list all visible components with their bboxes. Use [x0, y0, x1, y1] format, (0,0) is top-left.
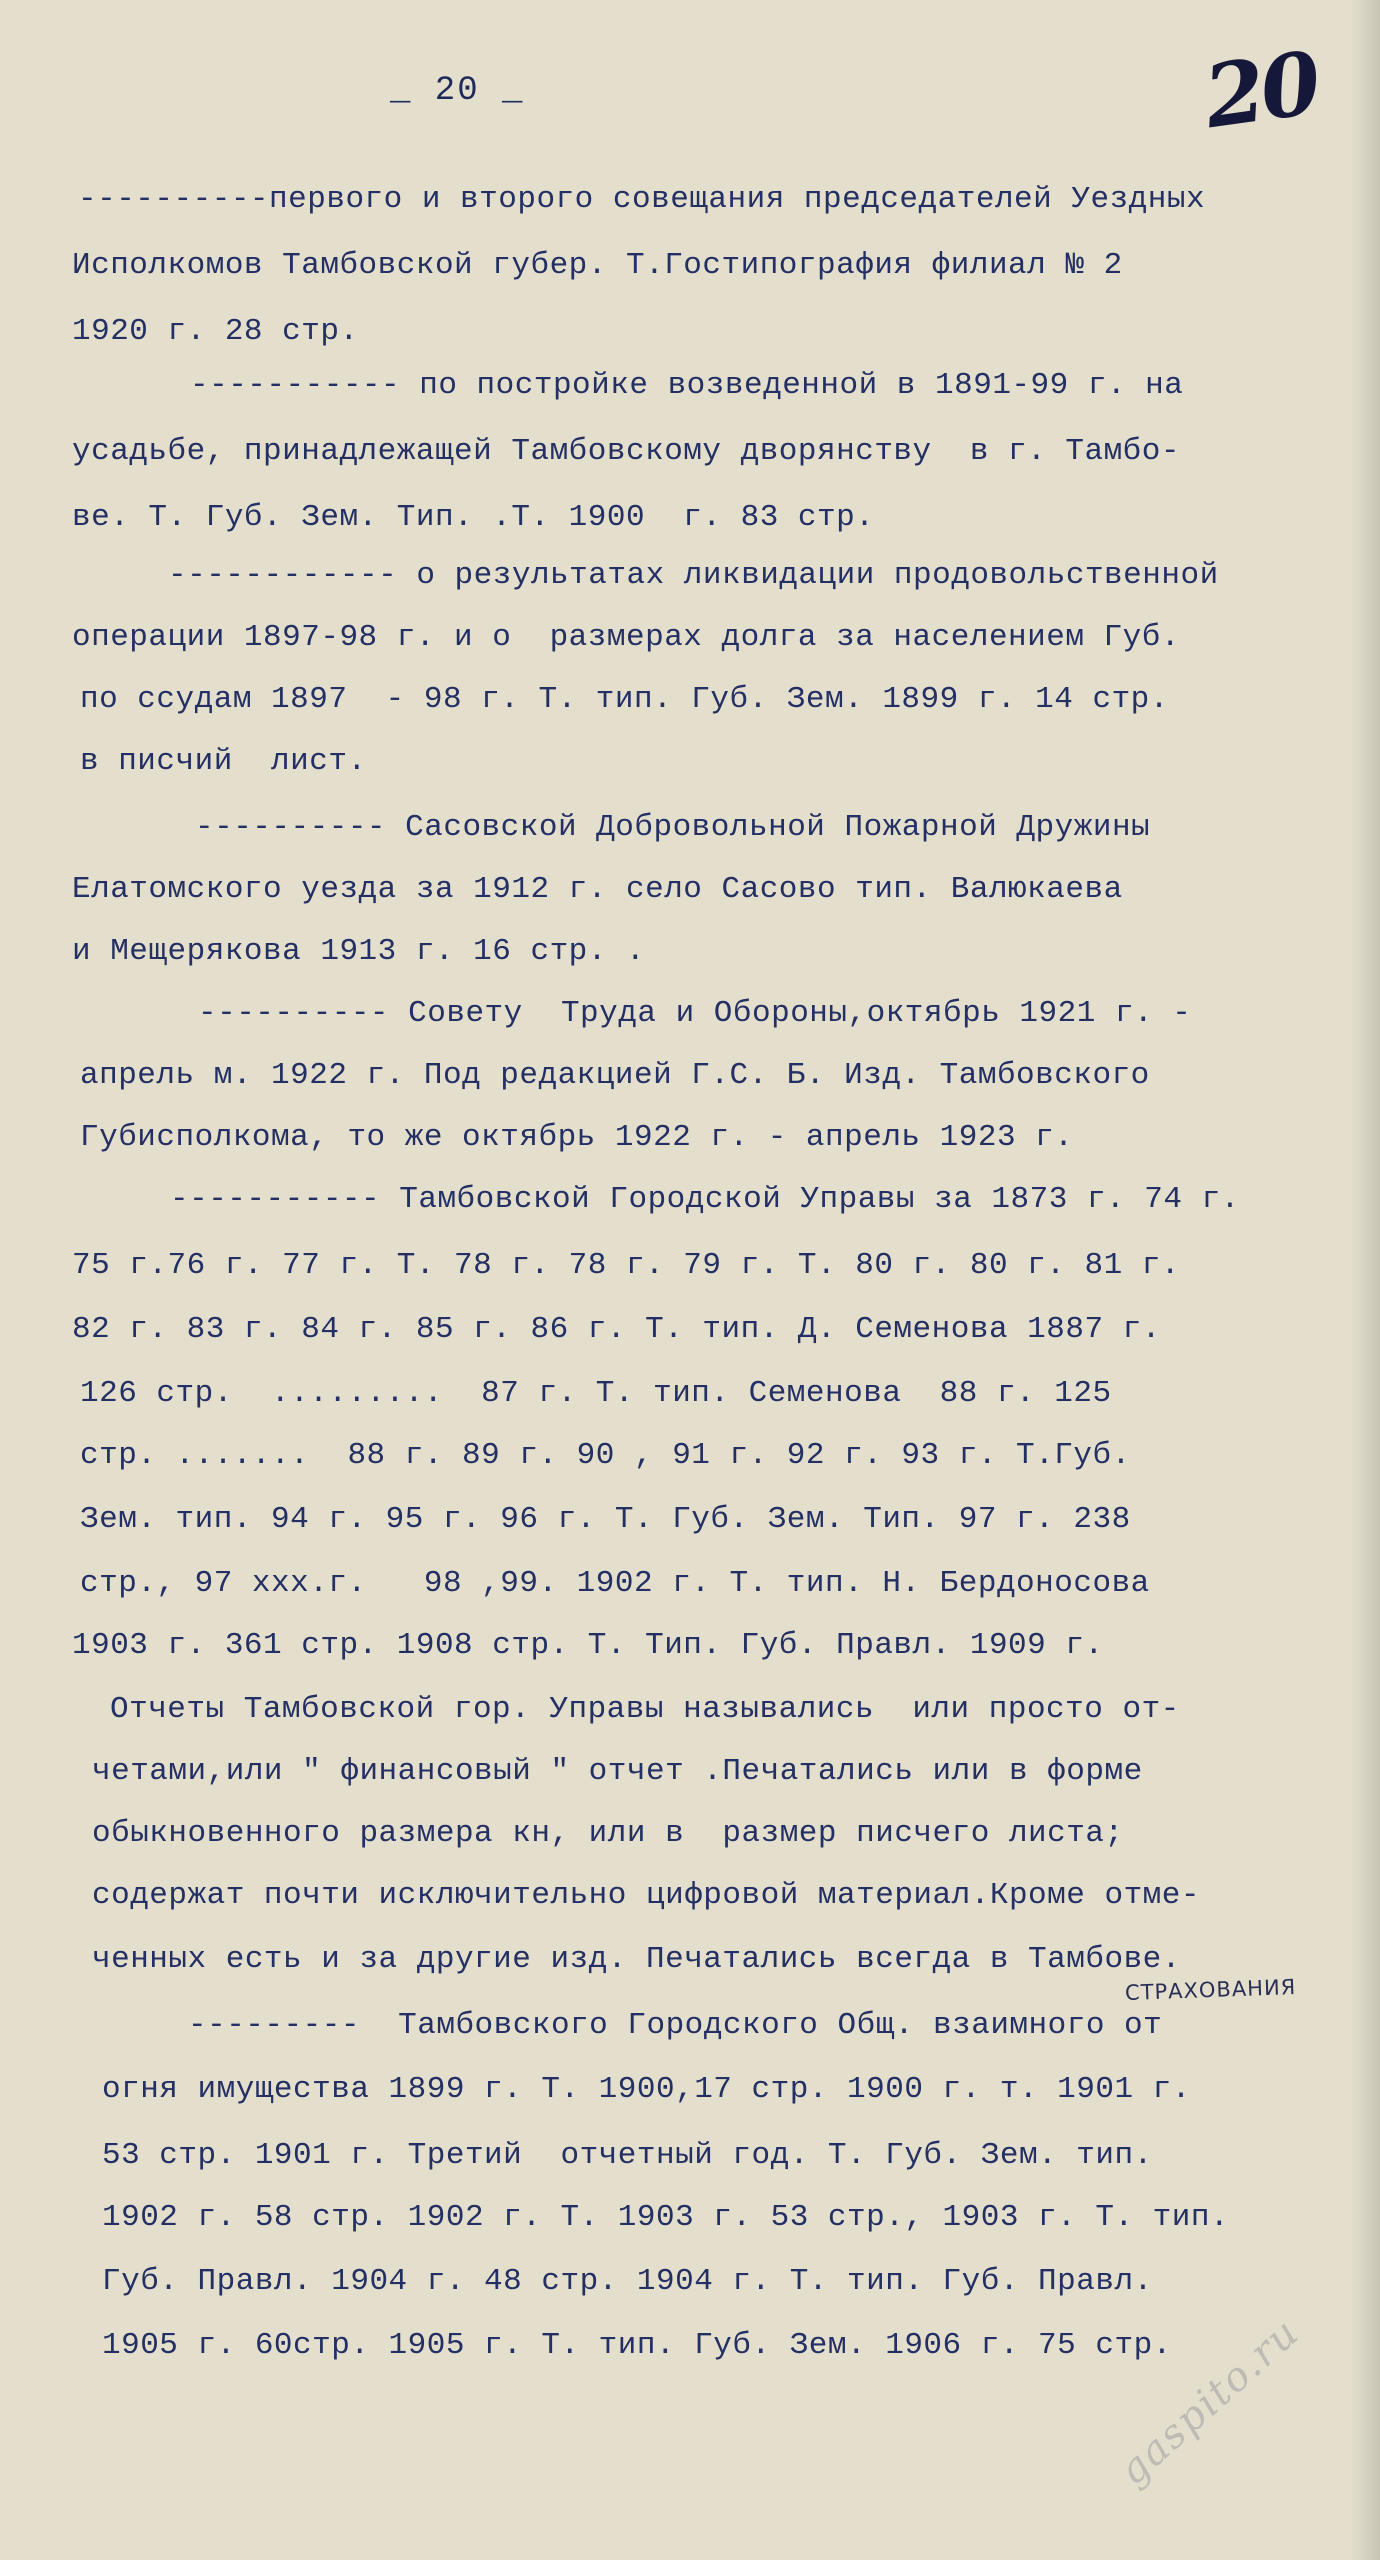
text-line: --------- Тамбовского Городского Общ. взаимного от: [188, 2008, 1163, 2043]
text-line: ---------- Сасовской Добровольной Пожарной Дружины: [195, 810, 1151, 845]
handwritten-page-number: 20: [1198, 32, 1324, 149]
watermark: gaspito.ru: [1110, 2309, 1309, 2495]
text-line: 75 г.76 г. 77 г. Т. 78 г. 78 г. 79 г. Т. 80 г. 80 г. 81 г.: [72, 1248, 1180, 1283]
text-line: четами,или " финансовый " отчет .Печатались или в форме: [92, 1754, 1143, 1789]
text-line: операции 1897-98 г. и о размерах долга за населением Губ.: [72, 620, 1180, 655]
text-line: содержат почти исключительно цифровой материал.Кроме отме-: [92, 1878, 1200, 1913]
text-line: апрель м. 1922 г. Под редакцией Г.С. Б. Изд. Тамбовского: [80, 1058, 1150, 1093]
text-line: стр. ....... 88 г. 89 г. 90 , 91 г. 92 г. 93 г. Т.Губ.: [80, 1438, 1131, 1473]
text-line: Отчеты Тамбовской гор. Управы назывались или просто от-: [110, 1692, 1180, 1727]
text-line: ------------ о результатах ликвидации продовольственной: [168, 558, 1219, 593]
text-line: Исполкомов Тамбовской губер. Т.Гостипография филиал № 2: [72, 248, 1123, 283]
text-line: 1905 г. 60стр. 1905 г. Т. тип. Губ. Зем. 1906 г. 75 стр.: [102, 2328, 1172, 2363]
text-line: и Мещерякова 1913 г. 16 стр. .: [72, 934, 646, 969]
text-line: усадьбе, принадлежащей Тамбовскому дворянству в г. Тамбо-: [72, 434, 1180, 469]
text-line: Губ. Правл. 1904 г. 48 стр. 1904 г. Т. тип. Губ. Правл.: [102, 2264, 1153, 2299]
text-line: ----------- по постройке возведенной в 1891-99 г. на: [190, 368, 1184, 403]
text-line: 82 г. 83 г. 84 г. 85 г. 86 г. Т. тип. Д. Семенова 1887 г.: [72, 1312, 1161, 1347]
handwritten-insertion: СТРАХОВАНИЯ: [1124, 1975, 1297, 2005]
text-line: огня имущества 1899 г. Т. 1900,17 стр. 1900 г. т. 1901 г.: [102, 2072, 1191, 2107]
text-line: Зем. тип. 94 г. 95 г. 96 г. Т. Губ. Зем. Тип. 97 г. 238: [80, 1502, 1131, 1537]
text-line: 126 стр. ......... 87 г. Т. тип. Семенова 88 г. 125: [80, 1376, 1112, 1411]
text-line: обыкновенного размера кн, или в размер писчего листа;: [92, 1816, 1124, 1851]
text-line: ----------- Тамбовской Городской Управы за 1873 г. 74 г.: [170, 1182, 1240, 1217]
text-line: в писчий лист.: [80, 744, 367, 779]
page-number-header: _ 20 _: [390, 72, 525, 110]
text-line: 1920 г. 28 стр.: [72, 314, 359, 349]
text-line: 53 стр. 1901 г. Третий отчетный год. Т. Губ. Зем. тип.: [102, 2138, 1153, 2173]
text-line: ве. Т. Губ. Зем. Тип. .Т. 1900 г. 83 стр.: [72, 500, 875, 535]
text-line: ----------первого и второго совещания председателей Уездных: [78, 182, 1206, 217]
text-line: ченных есть и за другие изд. Печатались всегда в Тамбове.: [92, 1942, 1181, 1977]
text-line: по ссудам 1897 - 98 г. Т. тип. Губ. Зем. 1899 г. 14 стр.: [80, 682, 1169, 717]
text-line: стр., 97 ххх.г. 98 ,99. 1902 г. Т. тип. Н. Бердоносова: [80, 1566, 1150, 1601]
text-line: 1902 г. 58 стр. 1902 г. Т. 1903 г. 53 стр., 1903 г. Т. тип.: [102, 2200, 1230, 2235]
text-line: 1903 г. 361 стр. 1908 стр. Т. Тип. Губ. Правл. 1909 г.: [72, 1628, 1104, 1663]
text-line: Губисполкома, то же октябрь 1922 г. - апрель 1923 г.: [80, 1120, 1074, 1155]
text-line: Елатомского уезда за 1912 г. село Сасово тип. Валюкаева: [72, 872, 1123, 907]
text-line: ---------- Совету Труда и Обороны,октябрь 1921 г. -: [198, 996, 1192, 1031]
